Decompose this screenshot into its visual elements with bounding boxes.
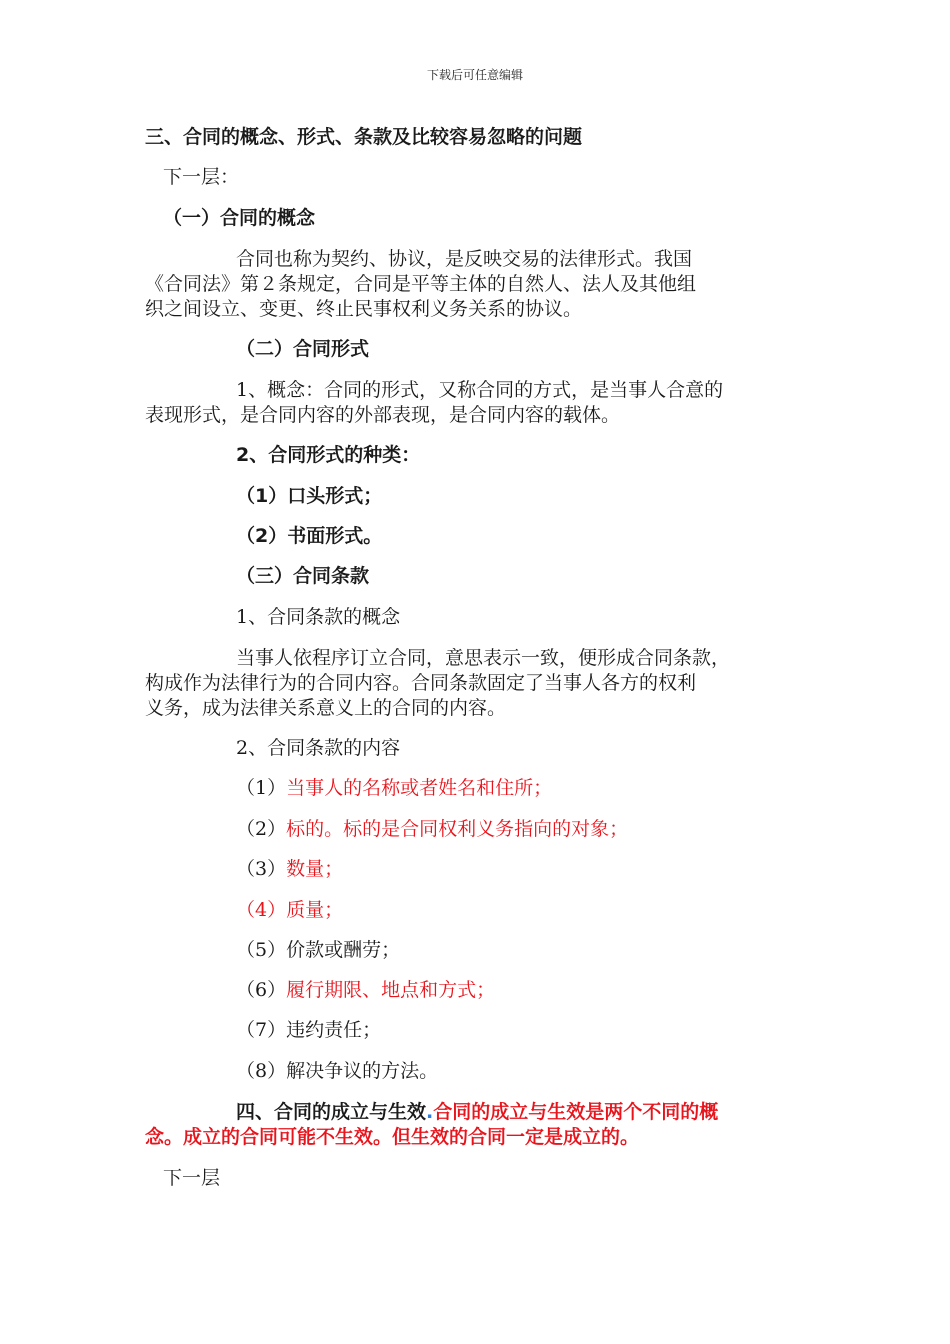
page-header: 下载后可任意编辑	[426, 68, 523, 82]
term-item-number: （4）	[236, 899, 287, 921]
terms-para-line-3: 义务，成为法律关系意义上的合同的内容。	[145, 697, 507, 719]
section-4-red-text-1: 合同的成立与生效是两个不同的概	[433, 1101, 719, 1123]
next-layer-label: 下一层：	[163, 166, 240, 188]
form-type-written: （2）书面形式。	[236, 525, 383, 547]
terms-para-line-2: 构成作为法律行为的合同内容。合同条款固定了当事人各方的权利	[145, 672, 697, 694]
form-concept-line-2: 表现形式，是合同内容的外部表现，是合同内容的载体。	[145, 404, 621, 426]
term-item-text: 履行期限、地点和方式；	[286, 979, 496, 1001]
term-item-3	[236, 856, 343, 882]
term-item-text: 质量；	[286, 899, 344, 921]
form-concept-line-1: 1、概念：合同的形式，又称合同的方式，是当事人合意的	[236, 379, 724, 401]
section-3-title: 三、合同的概念、形式、条款及比较容易忽略的问题	[145, 126, 583, 148]
term-item-number: （8）	[236, 1060, 287, 1082]
next-layer-label-2: 下一层	[163, 1167, 221, 1189]
term-item-text: 标的。标的是合同权利义务指向的对象；	[286, 818, 629, 840]
term-item-5	[236, 937, 400, 963]
term-item-text: 数量；	[286, 858, 344, 880]
term-item-text: 解决争议的方法。	[286, 1060, 439, 1082]
term-item-number: （1）	[236, 777, 287, 799]
concept-heading: （一）合同的概念	[163, 207, 316, 229]
term-item-8	[236, 1058, 438, 1084]
terms-content-heading: 2、合同条款的内容	[236, 737, 401, 759]
term-item-number: （3）	[236, 858, 287, 880]
term-item-text: 违约责任；	[286, 1019, 382, 1041]
term-item-1	[236, 775, 552, 801]
term-item-4	[236, 897, 343, 923]
form-types-heading: 2、合同形式的种类：	[236, 444, 421, 466]
concept-para-line-1: 合同也称为契约、协议，是反映交易的法律形式。我国	[236, 248, 693, 270]
term-item-6	[236, 977, 495, 1003]
term-item-number: （2）	[236, 818, 287, 840]
section-4-title: 四、合同的成立与生效	[236, 1101, 427, 1123]
term-item-7	[236, 1017, 381, 1043]
terms-para-line-1: 当事人依程序订立合同，意思表示一致，便形成合同条款，	[236, 647, 731, 669]
section-4-line-1	[236, 1099, 718, 1125]
term-item-text: 当事人的名称或者姓名和住所；	[286, 777, 553, 799]
term-item-number: （7）	[236, 1019, 287, 1041]
section-4-dot: .	[426, 1101, 434, 1123]
form-type-oral: （1）口头形式；	[236, 485, 383, 507]
term-item-number: （5）	[236, 939, 287, 961]
term-item-text: 价款或酬劳；	[286, 939, 401, 961]
terms-heading: （三）合同条款	[236, 565, 370, 587]
terms-concept-heading: 1、合同条款的概念	[236, 606, 401, 628]
term-item-2	[236, 816, 628, 842]
term-item-number: （6）	[236, 979, 287, 1001]
concept-para-line-2: 《合同法》第２条规定，合同是平等主体的自然人、法人及其他组	[145, 273, 697, 295]
concept-para-line-3: 织之间设立、变更、终止民事权利义务关系的协议。	[145, 298, 583, 320]
form-heading: （二）合同形式	[236, 338, 370, 360]
section-4-red-text-2: 念。成立的合同可能不生效。但生效的合同一定是成立的。	[145, 1126, 640, 1148]
